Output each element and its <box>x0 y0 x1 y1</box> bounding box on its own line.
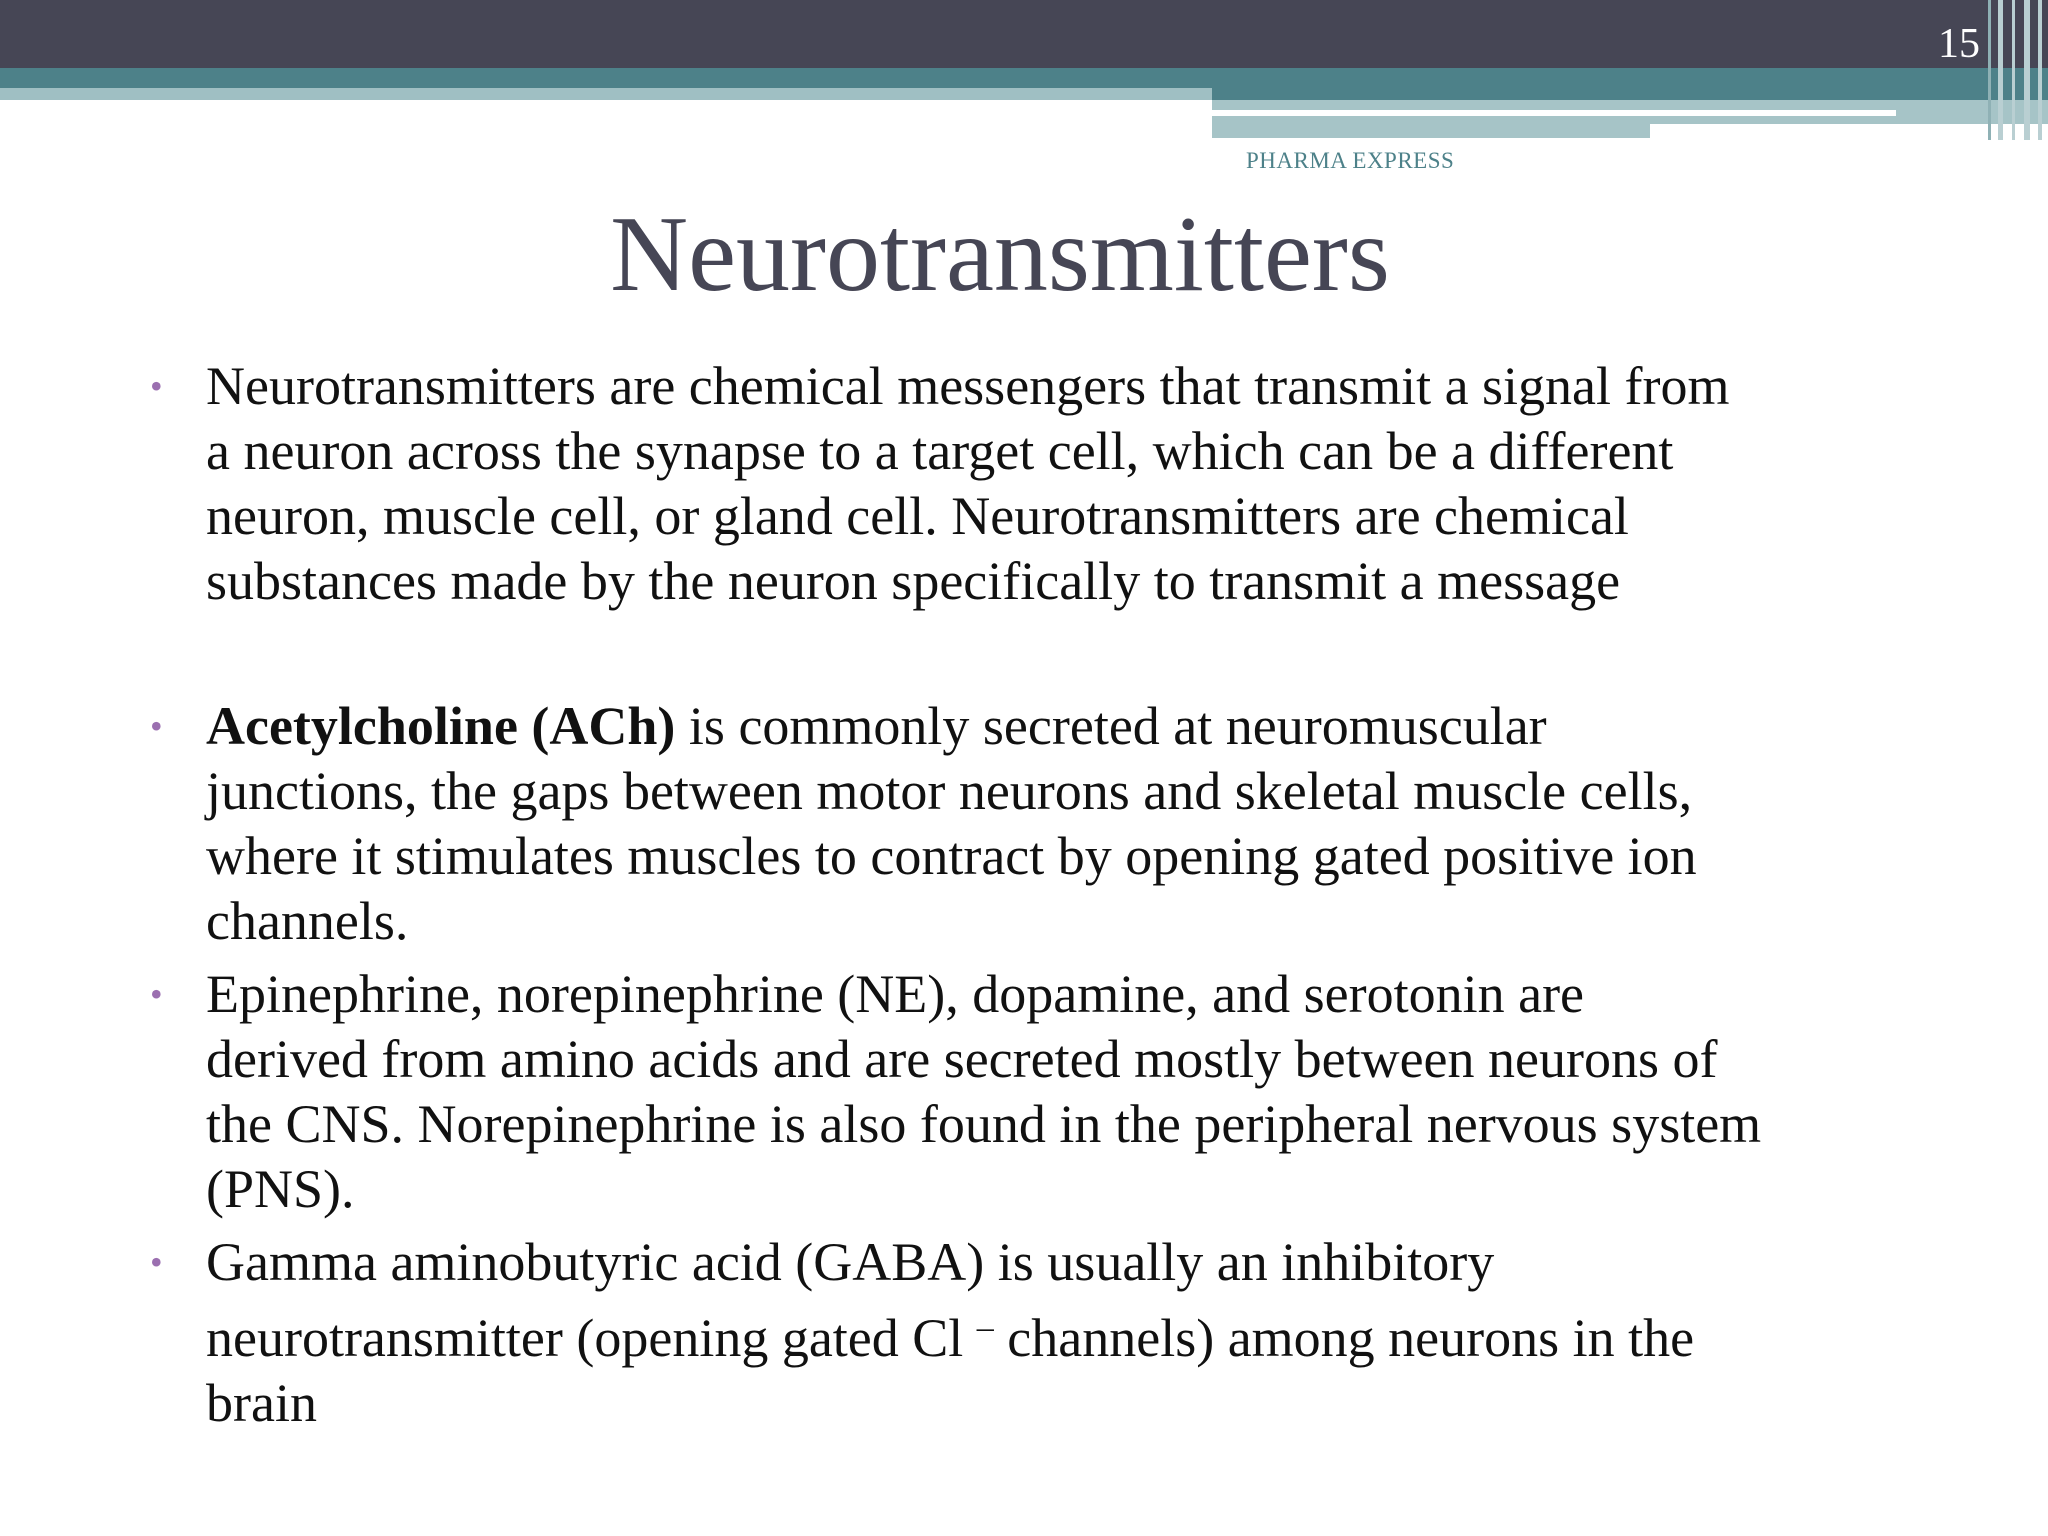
header-white-strip <box>1212 110 1896 116</box>
slide-title: Neurotransmitters <box>610 195 1390 314</box>
bullet-line: substances made by the neuron specifically to transmit a message <box>206 551 1621 611</box>
bullet-marker: • <box>150 366 163 406</box>
header-bar-dark <box>0 0 2048 68</box>
header-vline <box>2024 0 2030 140</box>
bullet-line: brain <box>206 1373 317 1433</box>
bullet-marker: • <box>150 1242 163 1282</box>
header-vline <box>1988 0 1991 140</box>
bold-term: Acetylcholine (ACh) <box>206 696 676 756</box>
bullet-line: derived from amino acids and are secreted mostly between neurons of <box>206 1029 1718 1089</box>
bullet-line: junctions, the gaps between motor neurons and skeletal muscle cells, <box>206 761 1693 821</box>
bullet-text <box>206 694 2048 954</box>
bullet-marker: • <box>150 974 163 1014</box>
bullet-line: neuron, muscle cell, or gland cell. Neurotransmitters are chemical <box>206 486 1629 546</box>
header-bar-light-left <box>0 88 1212 100</box>
bullet-line: where it stimulates muscles to contract by opening gated positive ion <box>206 826 1697 886</box>
bullet-line: Gamma aminobutyric acid (GABA) is usually an inhibitory <box>206 1232 1495 1292</box>
header-vline <box>2038 0 2042 140</box>
slide-number: 15 <box>1938 21 1980 67</box>
bullet-text <box>206 962 2048 1222</box>
header-vertical-lines <box>1986 0 2048 140</box>
bullet-line: the CNS. Norepinephrine is also found in the peripheral nervous system <box>206 1094 1762 1154</box>
bullet-text <box>206 354 2048 614</box>
bullet-marker: • <box>150 706 163 746</box>
header-bar-teal-right <box>1212 68 2048 100</box>
bullet-line-part: neurotransmitter (opening gated Cl <box>206 1308 977 1368</box>
bullet-text <box>206 1230 2048 1436</box>
header-vline <box>2012 0 2015 140</box>
superscript-minus: – <box>976 1309 994 1346</box>
bullet-line-rest: is commonly secreted at neuromuscular <box>675 696 1547 756</box>
bullet-line <box>206 1295 2048 1371</box>
bullet-line: Epinephrine, norepinephrine (NE), dopamine, and serotonin are <box>206 964 1585 1024</box>
bullet-line: a neuron across the synapse to a target cell, which can be a different <box>206 421 1674 481</box>
bullet-line: Neurotransmitters are chemical messengers that transmit a signal from <box>206 356 1730 416</box>
header-bar-teal <box>0 68 1212 88</box>
bullet-line <box>206 694 2048 759</box>
header-vline <box>1998 0 2003 140</box>
bullet-line-part: channels) among neurons in the <box>993 1308 1695 1368</box>
bullet-line: (PNS). <box>206 1159 355 1219</box>
bullet-line: channels. <box>206 891 409 951</box>
brand-label: PHARMA EXPRESS <box>1246 148 1455 173</box>
